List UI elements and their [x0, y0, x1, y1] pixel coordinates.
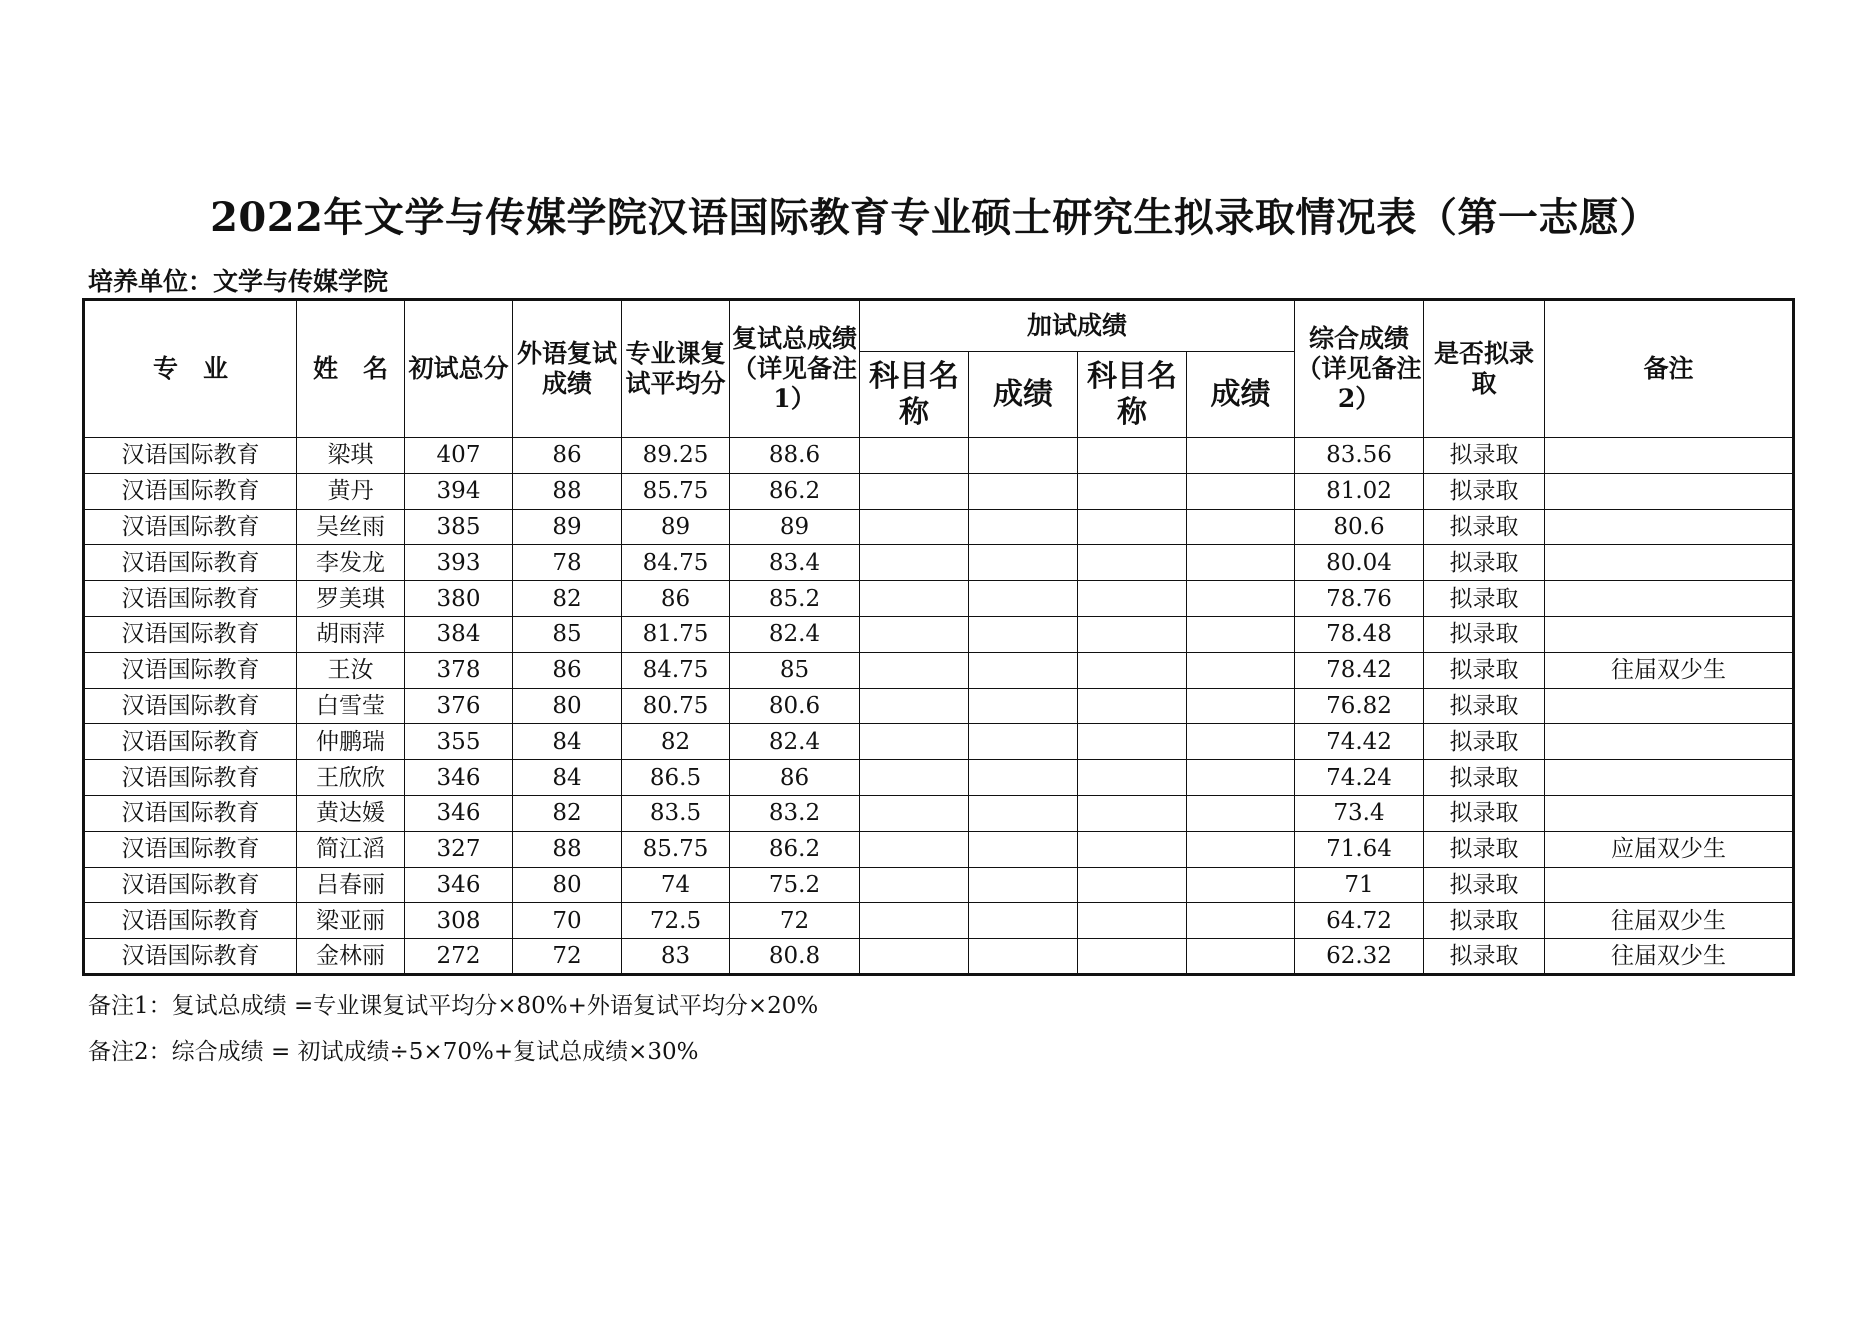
- table-row: [84, 473, 1794, 509]
- header-score-2: 成绩: [1187, 352, 1295, 438]
- cell-admit: 拟录取: [1424, 724, 1545, 760]
- cell-remark: [1545, 545, 1794, 581]
- cell-retest-total: 89: [730, 509, 860, 545]
- cell-subject-2: [1078, 616, 1187, 652]
- cell-score-1: [969, 688, 1078, 724]
- cell-score-1: [969, 581, 1078, 617]
- table-row: [84, 903, 1794, 939]
- cell-subject-2: [1078, 509, 1187, 545]
- header-score-1: 成绩: [969, 352, 1078, 438]
- page-title: 2022年文学与传媒学院汉语国际教育专业硕士研究生拟录取情况表（第一志愿）: [210, 194, 1660, 241]
- cell-retest-total: 86.2: [730, 473, 860, 509]
- cell-remark: [1545, 616, 1794, 652]
- cell-retest-total: 80.6: [730, 688, 860, 724]
- cell-admit: 拟录取: [1424, 509, 1545, 545]
- cell-retest-total: 85.2: [730, 581, 860, 617]
- cell-major-average: 86: [622, 581, 730, 617]
- cell-name: 黄达媛: [297, 795, 405, 831]
- cell-subject-2: [1078, 867, 1187, 903]
- cell-admit: 拟录取: [1424, 616, 1545, 652]
- cell-composite: 73.4: [1295, 795, 1424, 831]
- cell-remark: [1545, 795, 1794, 831]
- cell-subject-2: [1078, 760, 1187, 796]
- header-major-average: 专业课复试平均分: [622, 300, 730, 438]
- cell-admit: 拟录取: [1424, 545, 1545, 581]
- cell-foreign-language: 84: [513, 760, 622, 796]
- table-row: [84, 795, 1794, 831]
- cell-subject-1: [860, 652, 969, 688]
- cell-remark: 往届双少生: [1545, 652, 1794, 688]
- cell-name: 罗美琪: [297, 581, 405, 617]
- cell-name: 胡雨萍: [297, 616, 405, 652]
- cell-subject-1: [860, 616, 969, 652]
- cell-retest-total: 85: [730, 652, 860, 688]
- cell-admit: 拟录取: [1424, 581, 1545, 617]
- cell-major-average: 80.75: [622, 688, 730, 724]
- cell-remark: [1545, 867, 1794, 903]
- cell-foreign-language: 82: [513, 795, 622, 831]
- cell-remark: [1545, 760, 1794, 796]
- cell-admit: 拟录取: [1424, 867, 1545, 903]
- cell-retest-total: 83.2: [730, 795, 860, 831]
- cell-major-average: 84.75: [622, 652, 730, 688]
- cell-retest-total: 75.2: [730, 867, 860, 903]
- cell-name: 吕春丽: [297, 867, 405, 903]
- cell-name: 王欣欣: [297, 760, 405, 796]
- cell-composite: 78.48: [1295, 616, 1424, 652]
- header-subject-1: 科目名称: [860, 352, 969, 438]
- cell-subject-2: [1078, 581, 1187, 617]
- cell-admit: 拟录取: [1424, 831, 1545, 867]
- cell-subject-1: [860, 760, 969, 796]
- cell-major-average: 85.75: [622, 473, 730, 509]
- cell-score-2: [1187, 581, 1295, 617]
- note-1: 备注1：复试总成绩 =专业课复试平均分×80%+外语复试平均分×20%: [88, 993, 819, 1019]
- cell-subject-2: [1078, 545, 1187, 581]
- cell-retest-total: 80.8: [730, 939, 860, 975]
- cell-major: 汉语国际教育: [84, 473, 297, 509]
- cell-name: 仲鹏瑞: [297, 724, 405, 760]
- cell-major-average: 89.25: [622, 438, 730, 474]
- cell-major: 汉语国际教育: [84, 795, 297, 831]
- header-subject-2: 科目名称: [1078, 352, 1187, 438]
- cell-subject-2: [1078, 939, 1187, 975]
- cell-prelim-total: 380: [405, 581, 513, 617]
- cell-score-1: [969, 652, 1078, 688]
- cell-prelim-total: 393: [405, 545, 513, 581]
- cell-score-2: [1187, 616, 1295, 652]
- cell-prelim-total: 355: [405, 724, 513, 760]
- cell-score-2: [1187, 473, 1295, 509]
- cell-major: 汉语国际教育: [84, 438, 297, 474]
- cell-retest-total: 88.6: [730, 438, 860, 474]
- header-extra-test-group: 加试成绩: [860, 300, 1295, 352]
- cell-foreign-language: 80: [513, 867, 622, 903]
- cell-score-2: [1187, 688, 1295, 724]
- cell-foreign-language: 70: [513, 903, 622, 939]
- table-row: [84, 939, 1794, 975]
- cell-major: 汉语国际教育: [84, 581, 297, 617]
- cell-remark: [1545, 438, 1794, 474]
- cell-foreign-language: 80: [513, 688, 622, 724]
- cell-major: 汉语国际教育: [84, 509, 297, 545]
- header-foreign-language: 外语复试成绩: [513, 300, 622, 438]
- cell-admit: 拟录取: [1424, 473, 1545, 509]
- cell-admit: 拟录取: [1424, 795, 1545, 831]
- cell-subject-2: [1078, 724, 1187, 760]
- cell-major-average: 81.75: [622, 616, 730, 652]
- cell-score-2: [1187, 438, 1295, 474]
- cell-score-2: [1187, 831, 1295, 867]
- cell-admit: 拟录取: [1424, 652, 1545, 688]
- cell-score-2: [1187, 795, 1295, 831]
- header-remark: 备注: [1545, 300, 1794, 438]
- cell-remark: [1545, 509, 1794, 545]
- cell-subject-1: [860, 903, 969, 939]
- cell-name: 简江滔: [297, 831, 405, 867]
- cell-composite: 71.64: [1295, 831, 1424, 867]
- cell-score-1: [969, 509, 1078, 545]
- cell-score-1: [969, 473, 1078, 509]
- cell-score-2: [1187, 545, 1295, 581]
- cell-remark: 应届双少生: [1545, 831, 1794, 867]
- cell-remark: 往届双少生: [1545, 903, 1794, 939]
- header-prelim-total: 初试总分: [405, 300, 513, 438]
- cell-composite: 74.24: [1295, 760, 1424, 796]
- cell-composite: 78.42: [1295, 652, 1424, 688]
- cell-name: 黄丹: [297, 473, 405, 509]
- cell-composite: 76.82: [1295, 688, 1424, 724]
- cell-prelim-total: 407: [405, 438, 513, 474]
- cell-major: 汉语国际教育: [84, 939, 297, 975]
- cell-prelim-total: 346: [405, 795, 513, 831]
- cell-composite: 83.56: [1295, 438, 1424, 474]
- cell-composite: 81.02: [1295, 473, 1424, 509]
- cell-major-average: 83.5: [622, 795, 730, 831]
- cell-major-average: 74: [622, 867, 730, 903]
- cell-score-2: [1187, 760, 1295, 796]
- admission-table: [82, 298, 1795, 976]
- table-row: [84, 616, 1794, 652]
- cell-admit: 拟录取: [1424, 903, 1545, 939]
- cell-name: 吴丝雨: [297, 509, 405, 545]
- cell-foreign-language: 82: [513, 581, 622, 617]
- cell-major: 汉语国际教育: [84, 903, 297, 939]
- header-major: 专 业: [84, 300, 297, 438]
- cell-composite: 71: [1295, 867, 1424, 903]
- cell-score-2: [1187, 652, 1295, 688]
- cell-prelim-total: 384: [405, 616, 513, 652]
- cell-foreign-language: 88: [513, 831, 622, 867]
- cell-score-1: [969, 545, 1078, 581]
- cell-major: 汉语国际教育: [84, 867, 297, 903]
- header-retest-total: 复试总成绩（详见备注1）: [730, 300, 860, 438]
- cell-admit: 拟录取: [1424, 688, 1545, 724]
- table-body: [84, 438, 1794, 975]
- cell-subject-1: [860, 688, 969, 724]
- cell-subject-2: [1078, 473, 1187, 509]
- note-2: 备注2：综合成绩 = 初试成绩÷5×70%+复试总成绩×30%: [88, 1039, 699, 1065]
- cell-admit: 拟录取: [1424, 939, 1545, 975]
- cell-subject-1: [860, 438, 969, 474]
- cell-major-average: 86.5: [622, 760, 730, 796]
- cell-major: 汉语国际教育: [84, 652, 297, 688]
- cell-subject-2: [1078, 903, 1187, 939]
- cell-major-average: 83: [622, 939, 730, 975]
- cell-foreign-language: 89: [513, 509, 622, 545]
- cell-score-1: [969, 903, 1078, 939]
- cell-major-average: 85.75: [622, 831, 730, 867]
- cell-major: 汉语国际教育: [84, 616, 297, 652]
- cell-foreign-language: 88: [513, 473, 622, 509]
- cell-foreign-language: 85: [513, 616, 622, 652]
- cell-composite: 80.6: [1295, 509, 1424, 545]
- cell-prelim-total: 346: [405, 760, 513, 796]
- header-row-1: [84, 300, 1794, 352]
- table-row: [84, 688, 1794, 724]
- cell-foreign-language: 86: [513, 652, 622, 688]
- cell-admit: 拟录取: [1424, 760, 1545, 796]
- cell-score-2: [1187, 903, 1295, 939]
- cell-score-1: [969, 438, 1078, 474]
- cell-subject-2: [1078, 688, 1187, 724]
- cell-retest-total: 86.2: [730, 831, 860, 867]
- cell-remark: [1545, 724, 1794, 760]
- cell-subject-1: [860, 795, 969, 831]
- cell-name: 王汝: [297, 652, 405, 688]
- cell-foreign-language: 86: [513, 438, 622, 474]
- cell-score-1: [969, 616, 1078, 652]
- table-row: [84, 509, 1794, 545]
- cell-subject-1: [860, 473, 969, 509]
- table-row: [84, 724, 1794, 760]
- header-name: 姓 名: [297, 300, 405, 438]
- cell-score-1: [969, 724, 1078, 760]
- cell-foreign-language: 84: [513, 724, 622, 760]
- cell-score-1: [969, 867, 1078, 903]
- cell-retest-total: 86: [730, 760, 860, 796]
- cell-composite: 80.04: [1295, 545, 1424, 581]
- cell-score-2: [1187, 509, 1295, 545]
- cell-major: 汉语国际教育: [84, 760, 297, 796]
- cell-subject-1: [860, 831, 969, 867]
- header-admit: 是否拟录取: [1424, 300, 1545, 438]
- table-row: [84, 545, 1794, 581]
- cell-score-1: [969, 760, 1078, 796]
- table-row: [84, 831, 1794, 867]
- cell-prelim-total: 308: [405, 903, 513, 939]
- cell-major-average: 82: [622, 724, 730, 760]
- cell-score-2: [1187, 724, 1295, 760]
- cell-prelim-total: 272: [405, 939, 513, 975]
- cell-subject-1: [860, 724, 969, 760]
- cell-name: 梁琪: [297, 438, 405, 474]
- cell-score-2: [1187, 939, 1295, 975]
- cell-subject-2: [1078, 795, 1187, 831]
- cell-prelim-total: 346: [405, 867, 513, 903]
- table-row: [84, 760, 1794, 796]
- cell-score-1: [969, 831, 1078, 867]
- cell-major: 汉语国际教育: [84, 545, 297, 581]
- cell-subject-2: [1078, 831, 1187, 867]
- cell-subject-1: [860, 509, 969, 545]
- cell-remark: 往届双少生: [1545, 939, 1794, 975]
- cell-subject-2: [1078, 652, 1187, 688]
- cell-composite: 78.76: [1295, 581, 1424, 617]
- cell-major: 汉语国际教育: [84, 688, 297, 724]
- cell-remark: [1545, 581, 1794, 617]
- cell-subject-2: [1078, 438, 1187, 474]
- cell-retest-total: 82.4: [730, 616, 860, 652]
- cell-retest-total: 82.4: [730, 724, 860, 760]
- header-composite: 综合成绩（详见备注2）: [1295, 300, 1424, 438]
- cell-name: 白雪莹: [297, 688, 405, 724]
- cell-retest-total: 72: [730, 903, 860, 939]
- table-row: [84, 581, 1794, 617]
- table-row: [84, 867, 1794, 903]
- cell-major: 汉语国际教育: [84, 724, 297, 760]
- cell-subject-1: [860, 939, 969, 975]
- cell-name: 李发龙: [297, 545, 405, 581]
- table-row: [84, 438, 1794, 474]
- cell-subject-1: [860, 581, 969, 617]
- cell-score-2: [1187, 867, 1295, 903]
- cell-composite: 74.42: [1295, 724, 1424, 760]
- cell-name: 金林丽: [297, 939, 405, 975]
- cell-composite: 64.72: [1295, 903, 1424, 939]
- cell-prelim-total: 385: [405, 509, 513, 545]
- cell-retest-total: 83.4: [730, 545, 860, 581]
- training-unit-label: 培养单位：文学与传媒学院: [88, 267, 389, 296]
- cell-score-1: [969, 795, 1078, 831]
- cell-major-average: 84.75: [622, 545, 730, 581]
- cell-prelim-total: 394: [405, 473, 513, 509]
- cell-remark: [1545, 688, 1794, 724]
- cell-foreign-language: 72: [513, 939, 622, 975]
- cell-foreign-language: 78: [513, 545, 622, 581]
- cell-name: 梁亚丽: [297, 903, 405, 939]
- cell-remark: [1545, 473, 1794, 509]
- cell-composite: 62.32: [1295, 939, 1424, 975]
- cell-prelim-total: 376: [405, 688, 513, 724]
- cell-major-average: 72.5: [622, 903, 730, 939]
- cell-admit: 拟录取: [1424, 438, 1545, 474]
- cell-subject-1: [860, 867, 969, 903]
- cell-subject-1: [860, 545, 969, 581]
- cell-prelim-total: 327: [405, 831, 513, 867]
- cell-major: 汉语国际教育: [84, 831, 297, 867]
- cell-score-1: [969, 939, 1078, 975]
- cell-major-average: 89: [622, 509, 730, 545]
- table-row: [84, 652, 1794, 688]
- cell-prelim-total: 378: [405, 652, 513, 688]
